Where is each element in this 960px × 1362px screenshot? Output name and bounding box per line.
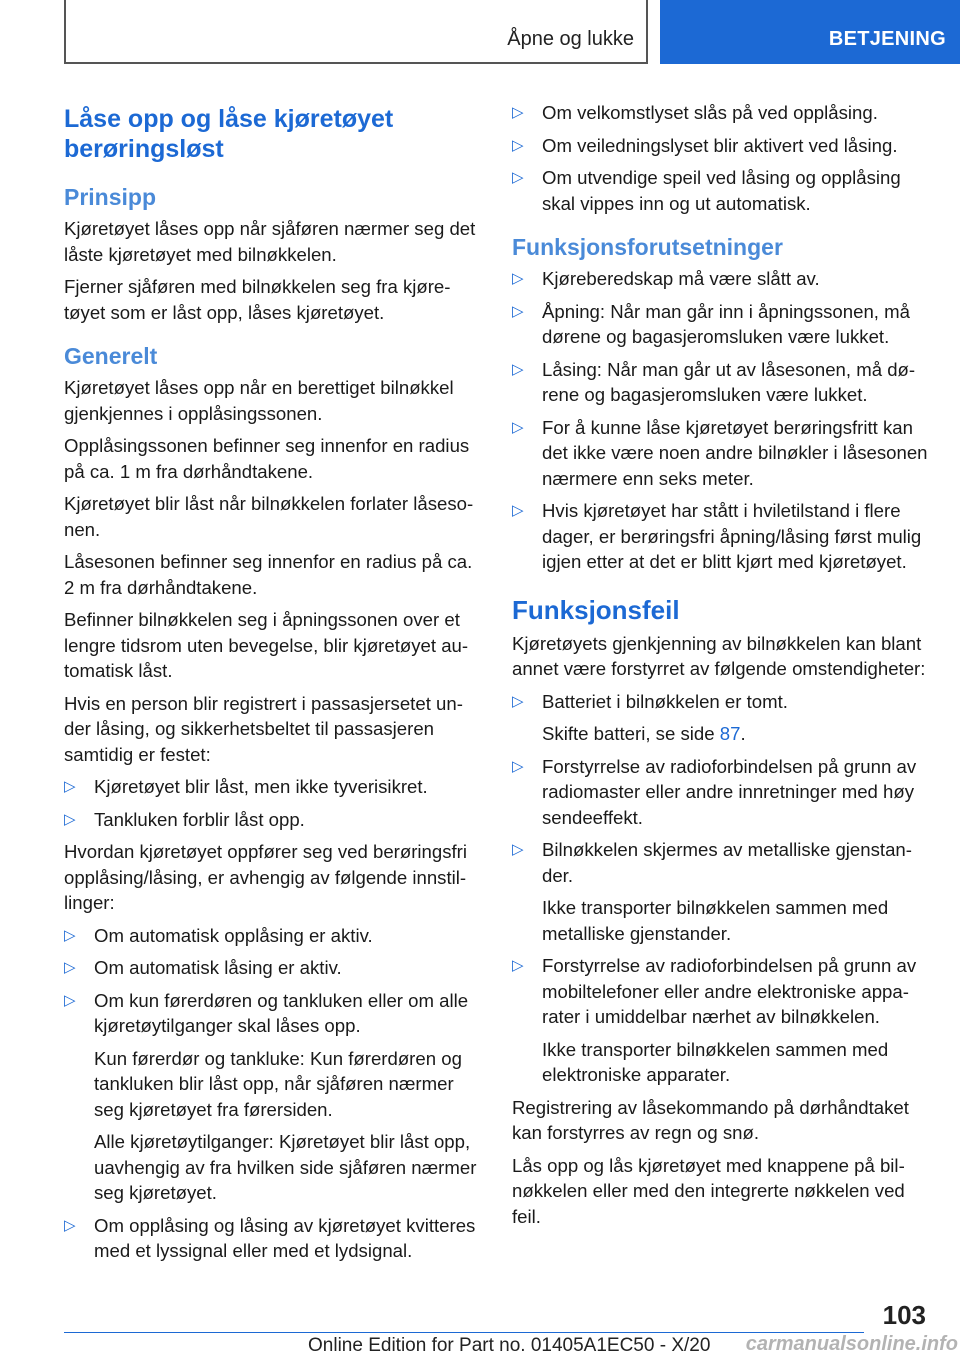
general-paragraph: Kjøretøyet blir låst når bilnøkkelen forlater låsesonen. [64,493,474,540]
light-bullet-list [512,100,930,216]
general-paragraph: Hvis en person blir registrert i passasjersetet under låsing, og sikkerhetsbeltet til passasjeren samtidig er festet: [64,692,463,765]
left-column [64,100,482,1271]
footer-edition: Online Edition for Part no. 01405A1EC50 - X/20 [308,1335,711,1356]
sub-paragraph: Ikke transporter bilnøkkelen sammen med elektroniske apparater. [542,1038,889,1085]
triangle-right-outline-icon: ▷ [64,926,76,944]
fault-heading: Funksjonsfeil [512,594,680,625]
prerequisites-heading: Funksjonsforutsetninger [512,234,783,260]
triangle-right-outline-icon: ▷ [64,959,76,976]
triangle-right-outline-icon: ▷ [512,841,524,858]
list-item: ▷ Om velkomstlyset slås på ved opplåsing. [512,100,930,126]
fault-bullet-list [512,953,930,1030]
triangle-right-outline-icon: ▷ [512,692,524,710]
fault-bullet-list [512,689,930,715]
list-item: ▷ Batteriet i bilnøkkelen er tomt. [512,689,930,715]
list-item: ▷ For å kunne låse kjøretøyet berøringsfritt kan det ikke være noen andre bilnøkler i låsesonen nærmere enn seks meter. [512,416,928,489]
triangle-right-outline-icon: ▷ [512,136,524,154]
fault-bullet-list [512,754,930,889]
triangle-right-outline-icon: ▷ [64,810,76,828]
list-item: ▷ Hvis kjøretøyet har stått i hviletilstand i flere dager, er berøringsfri åpning/låsing først mulig igjen etter at det er blitt kjørt med kjøretøyet. [512,500,922,572]
triangle-right-outline-icon: ▷ [512,418,524,436]
general-paragraph: Kjøretøyet låses opp når en berettiget bilnøkkel gjenkjennes i opplåsingssonen. [64,377,454,424]
list-item: ▷ Om kun førerdøren og tankluken eller om alle kjøretøytilganger skal låses opp. [64,989,469,1036]
footer-divider [64,1332,864,1333]
list-item: ▷ Om opplåsing og låsing av kjøretøyet kvitteres med et lyssignal eller med et lydsignal. [64,1214,476,1261]
triangle-right-outline-icon: ▷ [512,757,524,775]
triangle-right-outline-icon: ▷ [512,104,524,121]
general-paragraph: Opplåsingssonen befinner seg innenfor en radius på ca. 1 m fra dørhåndtakene. [64,435,470,482]
list-item: ▷ Kjørеberedskap må være slått av. [512,266,930,292]
settings-bullet-list [64,923,482,1039]
list-item: ▷ Forstyrrelse av radioforbindelsen på grunn av mobiltelefoner eller andre elektroniske apparater i umiddelbar nærhet av bilnøkkelen. [512,955,917,1027]
settings-paragraph: Hvordan kjøretøyet oppfører seg ved berøringsfri opplåsing/låsing, er avhengig av følgende innstillinger: [64,841,468,913]
fault-paragraph: Lås opp og lås kjøretøyet med knappene på bilnøkkelen eller med den integrerte nøkkelen ved feil. [512,1154,905,1227]
signal-bullet-list [64,1213,482,1264]
list-item: ▷ Forstyrrelse av radioforbindelsen på grunn av radiomaster eller andre innretninger med høy sendeeffekt. [512,755,917,828]
prerequisites-bullet-list [512,266,930,575]
principle-paragraph: Fjerner sjåføren med bilnøkkelen seg fra kjøretøyet som er låst opp, låses kjøretøyet. [64,276,451,323]
header-chapter-box [660,0,960,64]
page-title: Låse opp og låse kjøretøyet berøringsløst [64,105,394,163]
right-column [512,100,930,1236]
watermark-logo: carmanualsonline.info [745,1333,958,1355]
list-item: ▷ Om veiledningslyset blir aktivert ved låsing. [512,133,930,159]
list-item: ▷ Om automatisk låsing er aktiv. [64,955,482,981]
triangle-right-outline-icon: ▷ [512,169,524,186]
triangle-right-outline-icon: ▷ [512,360,524,378]
triangle-right-outline-icon: ▷ [512,502,524,519]
sub-paragraph: Skifte batteri, se side 87. [542,723,746,744]
general-heading: Generelt [64,343,158,369]
general-paragraph: Låsesonen befinner seg innenfor en radius på ca. 2 m fra dørhåndtakene. [64,551,473,598]
sub-paragraph: Kun førerdør og tankluke: Kun førerdøren og tankluken blir låst opp, når sjåføren nærmer seg kjøretøyet fra førersiden. [94,1047,462,1120]
header-chapter-title: BETJENING [828,28,946,50]
page-reference-link[interactable]: 87 [719,723,741,744]
principle-paragraph: Kjøretøyet låses opp når sjåføren nærmer seg det låste kjøretøyet med bilnøkkelen. [64,218,476,265]
fault-intro: Kjøretøyets gjenkjenning av bilnøkkelen kan blant annet være forstyrret av følgende omstendigheter: [512,632,926,679]
triangle-right-outline-icon: ▷ [64,991,76,1009]
header-section-box [64,0,648,64]
principle-heading: Prinsipp [64,184,157,210]
list-item: ▷ Tankluken forblir låst opp. [64,807,482,833]
page-number: 103 [882,1300,926,1330]
triangle-right-outline-icon: ▷ [64,1216,76,1234]
triangle-right-outline-icon: ▷ [512,270,524,287]
general-paragraph: Befinner bilnøkkelen seg i åpningssonen over et lengre tidsrom uten bevegelse, blir kjøretøyet automatisk låst. [64,609,469,681]
list-item: ▷ Om automatisk opplåsing er aktiv. [64,923,482,949]
passenger-bullet-list [64,774,482,832]
triangle-right-outline-icon: ▷ [512,957,524,974]
list-item: ▷ Låsing: Når man går ut av låsesonen, må dørene og bagasjeromsluken være lukket. [512,358,916,405]
sub-paragraph: Alle kjøretøytilganger: Kjøretøyet blir låst opp, uavhengig av fra hvilken side sjåføren nærmer seg kjøretøyet. [94,1131,477,1203]
list-item: ▷ Bilnøkkelen skjermes av metalliske gjenstander. [512,839,912,886]
header-section-title: Åpne og lukke [507,28,634,50]
list-item: ▷ Om utvendige speil ved låsing og opplåsing skal vippes inn og ut automatisk. [512,167,901,214]
list-item: ▷ Kjøretøyet blir låst, men ikke tyverisikret. [64,774,482,800]
list-item: ▷ Åpning: Når man går inn i åpningssonen, må dørene og bagasjeromsluken være lukket. [512,300,910,347]
triangle-right-outline-icon: ▷ [64,778,76,795]
fault-paragraph: Registrering av låsekommando på dørhåndtaket kan forstyrres av regn og snø. [512,1096,909,1143]
sub-paragraph: Ikke transporter bilnøkkelen sammen med metalliske gjenstander. [542,897,889,944]
triangle-right-outline-icon: ▷ [512,302,524,320]
